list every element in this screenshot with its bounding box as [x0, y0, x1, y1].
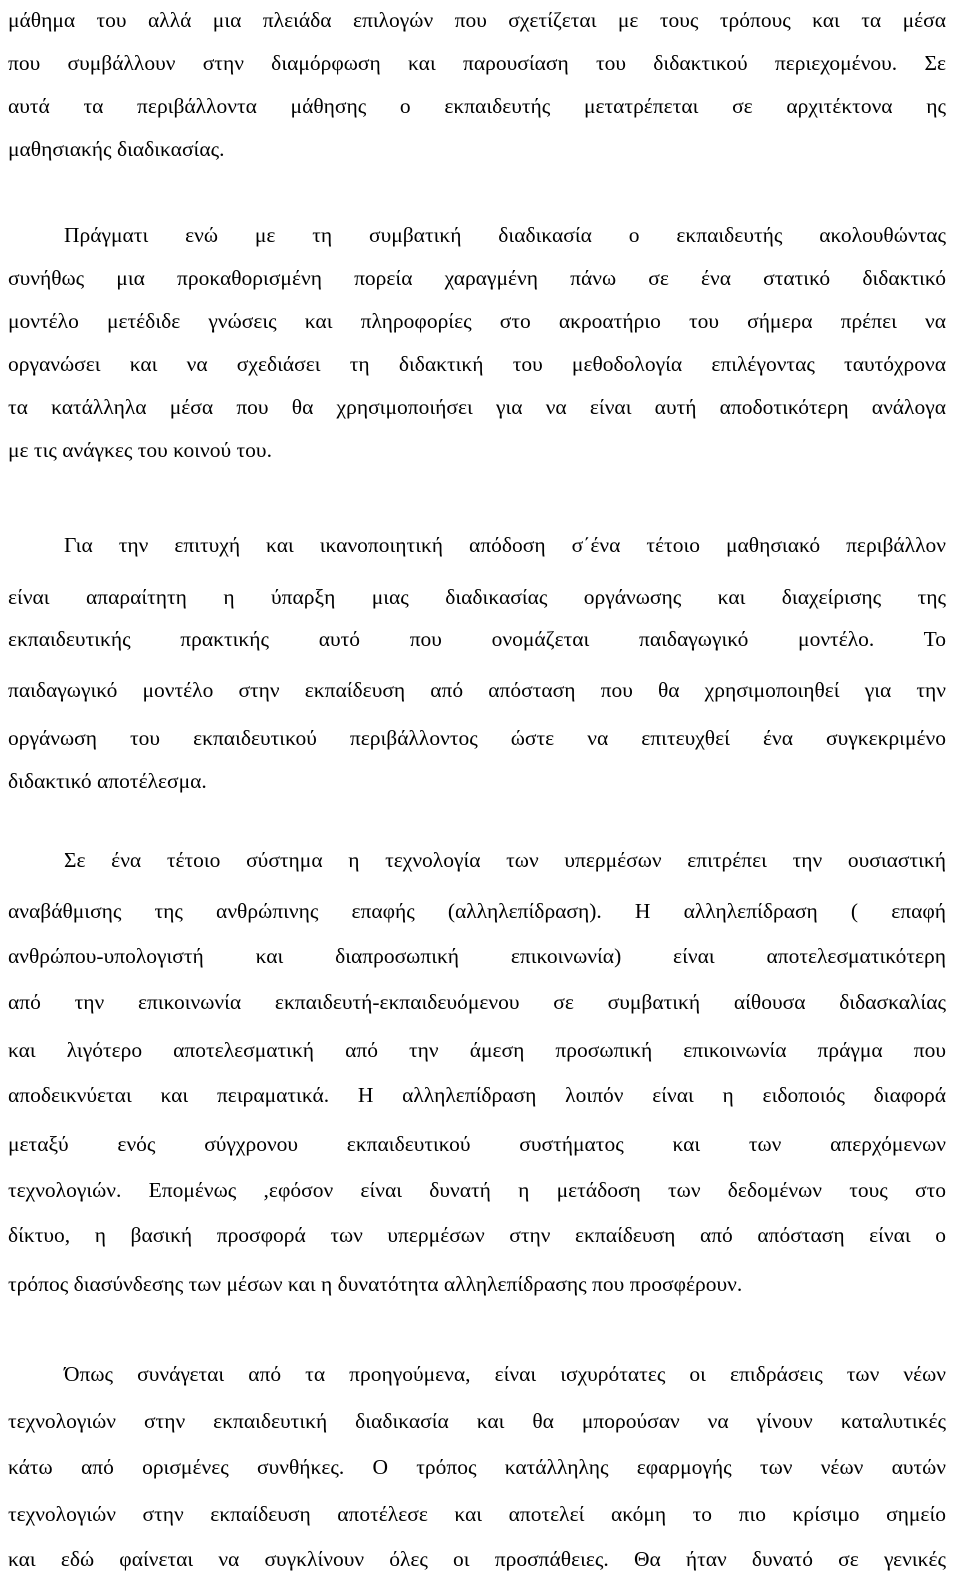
- text-line: Πράγματι ενώ με τη συμβατική διαδικασία ο εκπαιδευτής ακολουθώντας: [64, 223, 946, 247]
- text-line: και λιγότερο αποτελεσματική από την άμεση προσωπική επικοινωνία πράγμα που: [8, 1038, 946, 1062]
- text-line: εκπαιδευτικής πρακτικής αυτό που ονομάζεται παιδαγωγικό μοντέλο. Το: [8, 627, 946, 651]
- text-line: μοντέλο μετέδιδε γνώσεις και πληροφορίες στο ακροατήριο του σήμερα πρέπει να: [8, 309, 946, 333]
- text-line: αυτά τα περιβάλλοντα μάθησης ο εκπαιδευτής μετατρέπεται σε αρχιτέκτονα ης: [8, 94, 946, 118]
- text-line: αποδεικνύεται και πειραματικά. Η αλληλεπίδραση λοιπόν είναι η ειδοποιός διαφορά: [8, 1083, 946, 1107]
- text-line: διδακτικό αποτέλεσμα.: [8, 769, 207, 793]
- text-line: Όπως συνάγεται από τα προηγούμενα, είναι ισχυρότατες οι επιδράσεις των νέων: [64, 1362, 946, 1386]
- text-line: Για την επιτυχή και ικανοποιητική απόδοση σ΄ένα τέτοιο μαθησιακό περιβάλλον: [64, 533, 946, 557]
- text-line: τα κατάλληλα μέσα που θα χρησιμοποιήσει για να είναι αυτή αποδοτικότερη ανάλογα: [8, 395, 946, 419]
- text-line: μαθησιακής διαδικασίας.: [8, 137, 225, 161]
- text-line: οργάνωση του εκπαιδευτικού περιβάλλοντος ώστε να επιτευχθεί ένα συγκεκριμένο: [8, 726, 946, 750]
- text-line: τεχνολογιών. Επομένως ,εφόσον είναι δυνατή η μετάδοση των δεδομένων τους στο: [8, 1178, 946, 1202]
- text-line: τεχνολογιών στην εκπαίδευση αποτέλεσε και αποτελεί ακόμη το πιο κρίσιμο σημείο: [8, 1502, 946, 1526]
- text-line: μάθημα του αλλά μια πλειάδα επιλογών που σχετίζεται με τους τρόπους και τα μέσα: [8, 8, 946, 32]
- text-line: Σε ένα τέτοιο σύστημα η τεχνολογία των υπερμέσων επιτρέπει την ουσιαστική: [64, 848, 946, 872]
- text-line: και εδώ φαίνεται να συγκλίνουν όλες οι προσπάθειες. Θα ήταν δυνατό σε γενικές: [8, 1547, 946, 1571]
- text-line: οργανώσει και να σχεδιάσει τη διδακτική του μεθοδολογία επιλέγοντας ταυτόχρονα: [8, 352, 946, 376]
- text-line: παιδαγωγικό μοντέλο στην εκπαίδευση από απόσταση που θα χρησιμοποιηθεί για την: [8, 678, 946, 702]
- text-line: ανθρώπου-υπολογιστή και διαπροσωπική επικοινωνία) είναι αποτελεσματικότερη: [8, 944, 946, 968]
- text-line: τεχνολογιών στην εκπαιδευτική διαδικασία και θα μπορούσαν να γίνουν καταλυτικές: [8, 1409, 946, 1433]
- text-line: είναι απαραίτητη η ύπαρξη μιας διαδικασίας οργάνωσης και διαχείρισης της: [8, 585, 946, 609]
- text-line: δίκτυο, η βασική προσφορά των υπερμέσων στην εκπαίδευση από απόσταση είναι ο: [8, 1223, 946, 1247]
- text-line: από την επικοινωνία εκπαιδευτή-εκπαιδευόμενου σε συμβατική αίθουσα διδασκαλίας: [8, 990, 946, 1014]
- text-line: αναβάθμισης της ανθρώπινης επαφής (αλληλεπίδραση). Η αλληλεπίδραση ( επαφή: [8, 899, 946, 923]
- text-line: μεταξύ ενός σύγχρονου εκπαιδευτικού συστήματος και των απερχόμενων: [8, 1132, 946, 1156]
- text-line: που συμβάλλουν στην διαμόρφωση και παρουσίαση του διδακτικού περιεχομένου. Σε: [8, 51, 946, 75]
- text-line: συνήθως μια προκαθορισμένη πορεία χαραγμένη πάνω σε ένα στατικό διδακτικό: [8, 266, 946, 290]
- text-line: τρόπος διασύνδεσης των μέσων και η δυνατότητα αλληλεπίδρασης που προσφέρουν.: [8, 1272, 743, 1296]
- text-line: με τις ανάγκες του κοινού του.: [8, 438, 272, 462]
- text-line: κάτω από ορισμένες συνθήκες. Ο τρόπος κατάλληλης εφαρμογής των νέων αυτών: [8, 1455, 946, 1479]
